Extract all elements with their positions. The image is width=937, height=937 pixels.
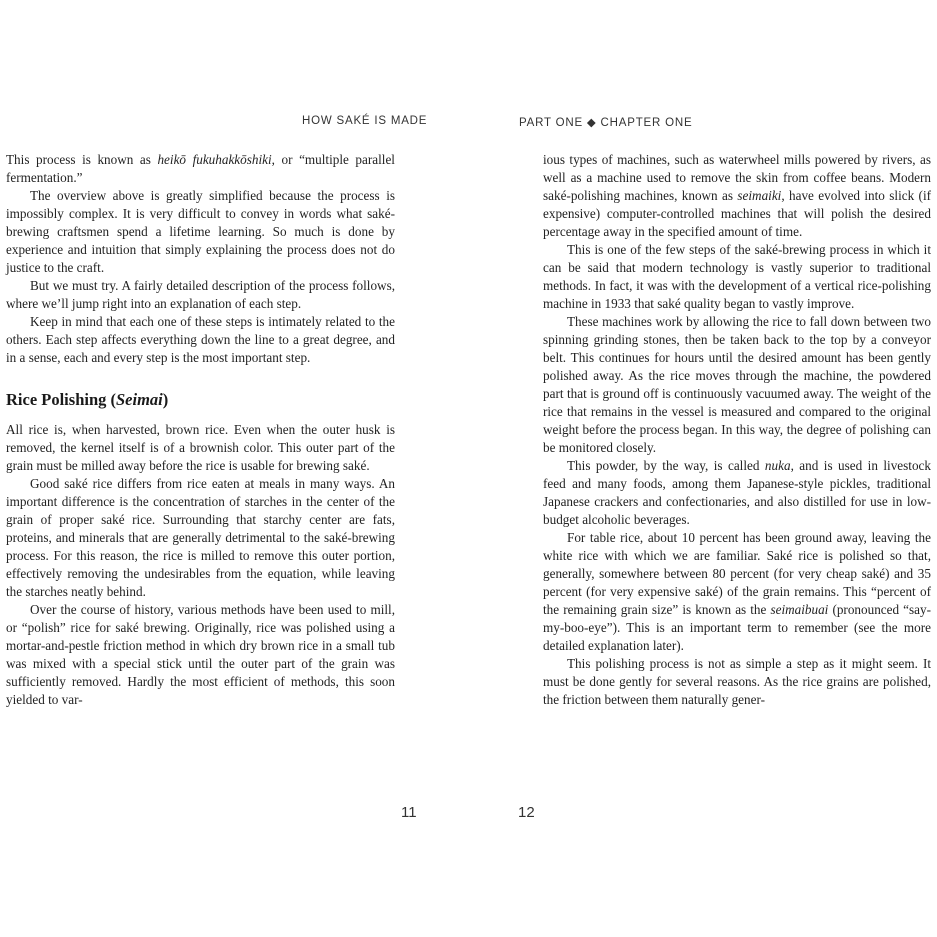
running-head-left: HOW SAKÉ IS MADE bbox=[302, 115, 428, 127]
paragraph: This polishing process is not as simple a step as it might seem. It must be done gently for several reasons. As the rice grains are polished, the friction between them naturally gener- bbox=[543, 656, 931, 707]
right-page-body bbox=[543, 151, 931, 709]
page-number-left: 11 bbox=[401, 804, 417, 821]
paragraph: Keep in mind that each one of these steps is intimately related to the others. Each step affects everything down the line to a great degree, and in a sense, each and every step is the most important step. bbox=[6, 314, 395, 365]
section-heading: Rice Polishing (Seimai) bbox=[6, 390, 169, 409]
paragraph: This powder, by the way, is called nuka, and is used in livestock feed and many foods, among them Japanese-style pickles, traditional Japanese crackers and confectionaries, and also distilled for use in low-budget alcoholic beverages. bbox=[543, 458, 931, 527]
running-head-right: PART ONE ◆ CHAPTER ONE bbox=[519, 117, 693, 129]
paragraph: This process is known as heikō fukuhakkōshiki, or “multiple parallel fermentation.” bbox=[6, 152, 395, 185]
paragraph: For table rice, about 10 percent has been ground away, leaving the white rice with which we are familiar. Saké rice is polished so that, generally, somewhere between 80 percent (for very cheap saké) and 35 percent (for very expensive saké) of the grain remains. This “percent of the remaining grain size” is known as the seimaibuai (pronounced “say-my-boo-eye”). This is an important term to remember (see the more detailed explanation later). bbox=[543, 530, 931, 653]
paragraph: This is one of the few steps of the saké-brewing process in which it can be said that modern technology is vastly superior to traditional methods. In fact, it was with the development of a vertical rice-polishing machine in 1933 that saké quality began to vastly improve. bbox=[543, 242, 931, 311]
paragraph: Good saké rice differs from rice eaten at meals in many ways. An important difference is the concentration of starches in the center of the grain of proper saké rice. Surrounding that starchy center are fats, proteins, and minerals that are generally detrimental to the saké-brewing process. For this reason, the rice is milled to remove this outer portion, effectively removing the undesirables from the equation, while leaving the starches neatly behind. bbox=[6, 476, 395, 599]
paragraph: These machines work by allowing the rice to fall down between two spinning grinding stones, then be taken back to the top by a conveyor belt. This continues for hours until the desired amount has been gently polished away. As the rice moves through the machine, the powdered part that is ground off is continuously vacuumed away. The weight of the rice that remains in the vessel is measured and compared to the original weight before the process began. In this way, the degree of polishing can be monitored closely. bbox=[543, 314, 931, 455]
left-page-body bbox=[6, 151, 395, 709]
japanese-term: heikō fukuhakkōshiki bbox=[157, 152, 272, 167]
paragraph: But we must try. A fairly detailed description of the process follows, where we’ll jump right into an explanation of each step. bbox=[6, 278, 395, 311]
japanese-term: nuka bbox=[764, 458, 791, 473]
japanese-term: seimaiki bbox=[737, 188, 782, 203]
paragraph: Over the course of history, various methods have been used to mill, or “polish” rice for saké brewing. Originally, rice was polished using a mortar-and-pestle friction method in which dry brown rice in a small tub was mixed with a special stick until the outer part of the grain was sufficiently removed. Hardly the most efficient of methods, this soon yielded to var- bbox=[6, 602, 395, 707]
japanese-term: seimaibuai bbox=[770, 602, 829, 617]
paragraph: All rice is, when harvested, brown rice. Even when the outer husk is removed, the kernel itself is of a brownish color. This outer part of the grain must be milled away before the rice is usable for brewing saké. bbox=[6, 422, 395, 473]
page-number-right: 12 bbox=[518, 804, 535, 821]
japanese-term: Seimai bbox=[116, 390, 163, 409]
paragraph: The overview above is greatly simplified because the process is impossibly complex. It is very difficult to convey in words what saké-brewing craftsmen spend a lifetime learning. So much is done by experience and intuition that simply explaining the process does not do justice to the craft. bbox=[6, 188, 395, 275]
paragraph: ious types of machines, such as waterwheel mills powered by rivers, as well as a machine used to remove the skin from coffee beans. Modern saké-polishing machines, known as seimaiki, have evolved into slick (if expensive) computer-controlled machines that will polish the desired percentage away in the specified amount of time. bbox=[543, 152, 931, 239]
